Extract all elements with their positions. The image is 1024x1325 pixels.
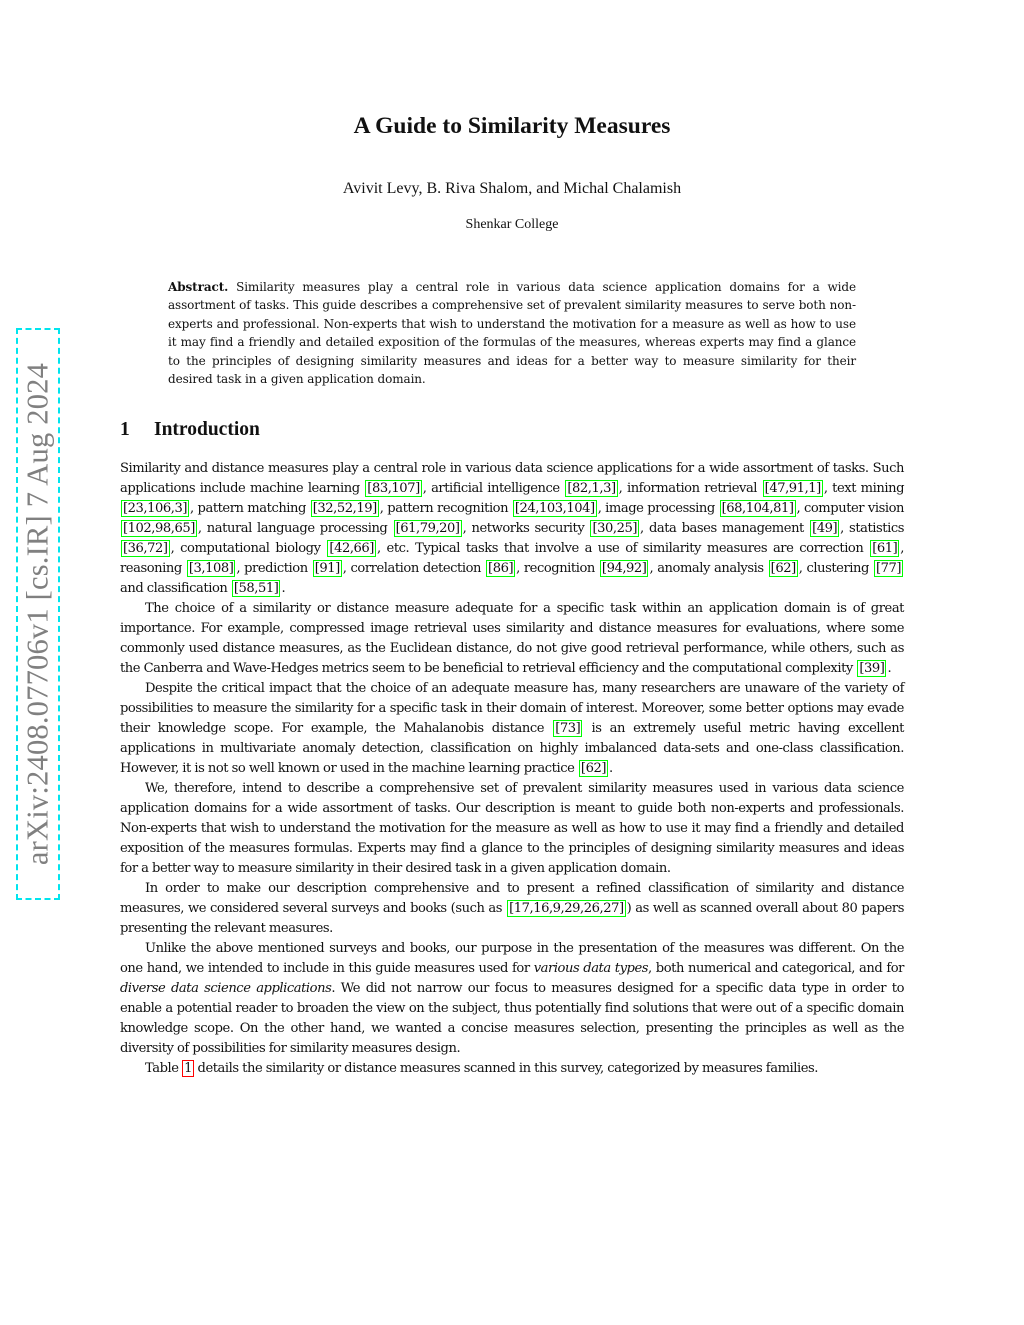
- text: Unlike the above mentioned surveys and books, our purpose in the presentation of the measures was different. On the one hand, we intended to include in this guide measures used for: [120, 941, 904, 976]
- text: , image processing: [597, 501, 719, 516]
- section-number: 1: [120, 419, 130, 440]
- paper-title: A Guide to Similarity Measures: [353, 113, 671, 139]
- text: , prediction: [236, 561, 312, 576]
- emphasis: various data types: [533, 961, 649, 976]
- text: , natural language processing: [197, 521, 393, 536]
- citation-link[interactable]: [58,51]: [233, 581, 279, 596]
- arxiv-identifier[interactable]: arXiv:2408.07706v1 [cs.IR] 7 Aug 2024: [20, 362, 55, 866]
- text: , recognition: [516, 561, 599, 576]
- paragraph-2: [120, 599, 904, 679]
- citation-link[interactable]: [62]: [580, 761, 606, 776]
- emphasis: diverse data science applications: [120, 981, 332, 996]
- citation-link[interactable]: [82,1,3]: [567, 481, 616, 496]
- text: , pattern recognition: [379, 501, 512, 516]
- citation-link[interactable]: [49]: [812, 521, 838, 536]
- text: , both numerical and categorical, and for: [648, 961, 904, 976]
- text: , artificial intelligence: [422, 481, 565, 496]
- paragraph-1: [120, 459, 904, 599]
- text: , correlation detection: [342, 561, 486, 576]
- citation-link[interactable]: [23,106,3]: [123, 501, 188, 516]
- citation-link[interactable]: [47,91,1]: [764, 481, 821, 496]
- text: , data bases management: [640, 521, 810, 536]
- abstract-text: Similarity measures play a central role in various data science application domains for a wide assortment of tasks. This guide describes a comprehensive set of prevalent similarity measures to serve both non-experts and professional. Non-experts that wish to understand the motivation for a measure as well as how to use it may find a friendly and detailed exposition of the formulas of the measures, whereas experts may find a glance to the principles of designing similarity measures and ideas for a better way to measure similarity for their desired task in a given application domain.: [168, 280, 856, 387]
- text: The choice of a similarity or distance measure adequate for a specific task within an application domain is of great importance. For example, compressed image retrieval uses similarity and distance measures for evaluations, where some commonly used distance measures, as the Euclidean distance, do not give good retrieval performance, while others, such as the Canberra and Wave-Hedges metrics seem to be beneficial to retrieval efficiency and the computational complexity: [120, 601, 904, 676]
- citation-link[interactable]: [94,92]: [601, 561, 647, 576]
- text: is an extremely useful metric having excellent applications in multivariate anomaly detection, classification on highly imbalanced data-sets and one-class classification. However, it is not so well known or used in the machine learning practice: [120, 721, 904, 776]
- text: , pattern matching: [190, 501, 310, 516]
- text: , computer vision: [796, 501, 905, 516]
- citation-link[interactable]: [91]: [314, 561, 340, 576]
- text: .: [887, 661, 892, 676]
- paragraph-3: [120, 679, 904, 779]
- citation-link[interactable]: [42,66]: [329, 541, 374, 556]
- citation-link[interactable]: [102,98,65]: [123, 521, 195, 536]
- citation-link[interactable]: [62]: [770, 561, 796, 576]
- section-title: Introduction: [154, 419, 260, 440]
- citation-link[interactable]: [30,25]: [592, 521, 638, 536]
- author-list: Avivit Levy, B. Riva Shalom, and Michal Chalamish: [342, 180, 682, 197]
- text: , statistics: [840, 521, 905, 536]
- citation-link[interactable]: [86]: [488, 561, 514, 576]
- paragraph-6: [120, 939, 904, 1059]
- citation-link[interactable]: [39]: [859, 661, 885, 676]
- text: , information retrieval: [618, 481, 762, 496]
- paragraph-7: [120, 1059, 904, 1079]
- table-reference-link[interactable]: 1: [184, 1061, 192, 1076]
- citation-link[interactable]: [61]: [872, 541, 898, 556]
- citation-link[interactable]: [24,103,104]: [514, 501, 595, 516]
- arxiv-stamp[interactable]: [16, 328, 60, 900]
- text: , anomaly analysis: [649, 561, 768, 576]
- text: Table: [145, 1061, 183, 1076]
- text: ) as well as scanned overall about 80 papers presenting the relevant measures.: [120, 901, 904, 936]
- text: Similarity and distance measures play a central role in various data science applications for a wide assortment of tasks. Such applications include machine learning: [120, 461, 904, 496]
- abstract: [168, 278, 856, 388]
- abstract-label: Abstract.: [168, 280, 229, 294]
- citation-link[interactable]: [3,108]: [188, 561, 234, 576]
- paragraph-5: [120, 879, 904, 939]
- text: , reasoning: [120, 541, 904, 576]
- text: .: [609, 761, 613, 776]
- citation-link[interactable]: [32,52,19]: [312, 501, 377, 516]
- citation-link[interactable]: [83,107]: [367, 481, 420, 496]
- text: .: [281, 581, 286, 596]
- text: , etc. Typical tasks that involve a use of similarity measures are correction: [376, 541, 870, 556]
- citation-link[interactable]: [17,16,9,29,26,27]: [509, 901, 624, 916]
- text: and classification: [120, 581, 231, 596]
- section-heading: [120, 419, 260, 441]
- paragraph-4: We, therefore, intend to describe a comprehensive set of prevalent similarity measures used in various data science application domains for a wide assortment of tasks. Our description is meant to guide both non-experts and professionals. Non-experts that wish to understand the motivation for the measure as well as how to use it may find a friendly and detailed exposition of the measures formulas. Experts may find a glance to the principles of designing similarity measures and ideas for a better way to measure similarity in their desired task in a given application domain.: [120, 781, 904, 876]
- text: details the similarity or distance measures scanned in this survey, categorized by measures families.: [194, 1061, 819, 1076]
- text: , clustering: [798, 561, 873, 576]
- citation-link[interactable]: [77]: [875, 561, 902, 576]
- citation-link[interactable]: [68,104,81]: [721, 501, 794, 516]
- text: In order to make our description comprehensive and to present a refined classification of similarity and distance measures, we considered several surveys and books (such as: [120, 881, 904, 916]
- text: , text mining: [823, 481, 904, 496]
- citation-link[interactable]: [73]: [555, 721, 581, 736]
- text: , networks security: [462, 521, 590, 536]
- text: . We did not narrow our focus to measures designed for a specific data type in order to enable a potential reader to broaden the view on the subject, thus potentially find solutions that were out of a specific domain knowledge scope. On the other hand, we wanted a concise measures selection, presenting the principles as well as the diversity of possibilities for similarity measures design.: [120, 981, 904, 1056]
- affiliation: Shenkar College: [465, 217, 559, 232]
- citation-link[interactable]: [36,72]: [123, 541, 168, 556]
- section-body: [120, 459, 904, 1079]
- text: Despite the critical impact that the choice of an adequate measure has, many researchers are unaware of the variety of possibilities to measure the similarity for a specific task in their domain of interest. Moreover, some better options may evade their knowledge scope. For example, the Mahalanobis distance: [120, 681, 904, 736]
- text: , computational biology: [170, 541, 327, 556]
- citation-link[interactable]: [61,79,20]: [395, 521, 460, 536]
